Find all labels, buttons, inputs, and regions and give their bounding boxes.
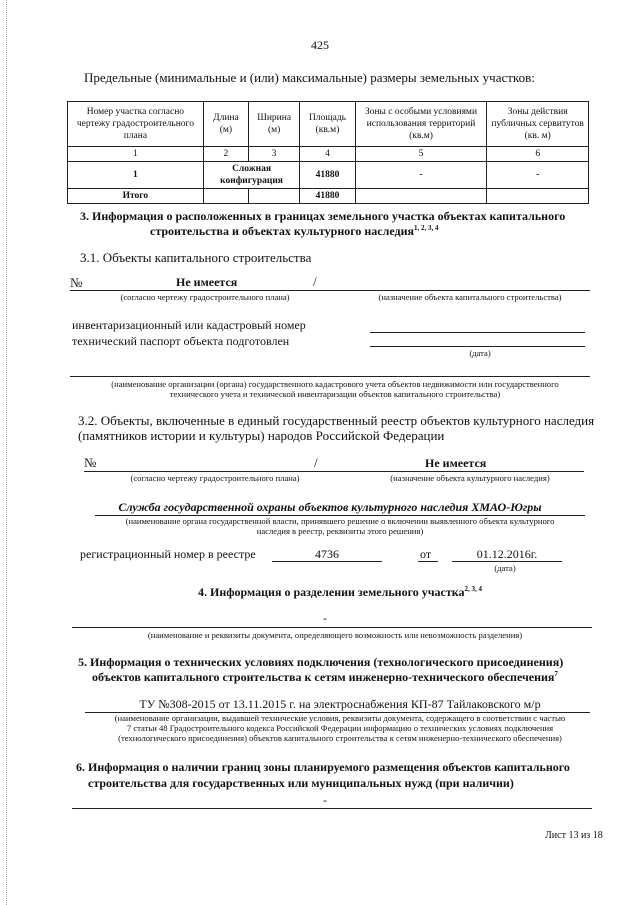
total-area: 41880 [300, 189, 355, 204]
lot-area: 41880 [300, 162, 355, 189]
section5-footnote-ref: 7 [554, 670, 558, 678]
scan-edge [6, 0, 7, 905]
section31-title: 3.1. Объекты капитального строительства [80, 250, 312, 265]
lot-number: 1 [68, 162, 204, 189]
underline [70, 290, 590, 291]
section3-footnote-ref: 1, 2, 3, 4 [414, 224, 439, 232]
header-cell: Длина (м) [203, 102, 248, 147]
section6-value: - [323, 793, 327, 807]
table-row [68, 147, 589, 162]
section31-inventory-label: инвентаризационный или кадастровый номер [72, 318, 306, 332]
column-number: 4 [300, 147, 355, 162]
total-label: Итого [68, 189, 204, 204]
underline [70, 376, 590, 377]
column-number: 2 [203, 147, 248, 162]
column-number: 6 [487, 147, 589, 162]
section31-no-label: № [70, 275, 83, 290]
lot-zones: - [355, 162, 487, 189]
section5-title-line2 [92, 670, 612, 685]
empty-cell [487, 189, 589, 204]
section32-reg-number: 4736 [315, 547, 339, 561]
underline [418, 561, 438, 562]
section31-caption-left: (согласно чертежу градостроительного плана) [120, 292, 290, 302]
section31-passport-label: технический паспорт объекта подготовлен [72, 334, 290, 348]
section3-title-line1: 3. Информация о расположенных в границах земельного участка объектах капитального [80, 209, 566, 223]
section32-no-value: Не имеется [425, 456, 487, 470]
underline [272, 561, 382, 562]
lot-configuration: Сложная конфигурация [203, 162, 300, 189]
section32-reg-label: регистрационный номер в реестре [80, 547, 256, 561]
header-cell: Номер участка согласно чертежу градостроительного плана [68, 102, 204, 147]
section5-caption-line3: (технологического присоединения) объектов капитального строительства к сетям инженерно-технического обеспечения) [118, 733, 562, 743]
section4-title [198, 585, 528, 600]
lot-servitudes: - [487, 162, 589, 189]
section3-title-line2 [150, 224, 550, 239]
section4-footnote-ref: 2, 3, 4 [464, 585, 482, 593]
header-cell: Ширина (м) [249, 102, 300, 147]
section32-authority-caption-line2: наследия в реестр, реквизиты этого решения) [256, 526, 424, 536]
section6-title-line1: 6. Информация о наличии границ зоны планируемого размещения объектов капитального [76, 760, 570, 774]
section32-from-label: от [420, 547, 432, 561]
section32-authority-caption-line1: (наименование органа государственной власти, принявшего решение о включении выявленного объекта культурного [125, 516, 555, 526]
underline [72, 627, 592, 628]
header-cell: Зоны с особыми условиями использования территорий (кв.м) [355, 102, 487, 147]
section3-title-text: строительства и объектах культурного наследия [150, 224, 415, 238]
section31-no-value: Не имеется [176, 275, 238, 289]
section32-authority: Служба государственной охраны объектов культурного наследия ХМАО-Югры [118, 500, 542, 514]
section5-title-text: объектов капитального строительства к сетям инженерно-технического обеспечения [92, 670, 555, 684]
intro-heading: Предельные (минимальные и (или) максимальные) размеры земельных участков: [84, 70, 535, 85]
table-total-row [68, 189, 589, 204]
empty-cell [203, 189, 248, 204]
section32-caption-right: (назначение объекта культурного наследия) [390, 473, 550, 483]
section32-title-line1: 3.2. Объекты, включенные в единый государственный реестр объектов культурного наследия [78, 413, 595, 428]
section32-title-line2: (памятников истории и культуры) народов Российской Федерации [78, 428, 445, 443]
section31-caption-right: (назначение объекта капитального строительства) [378, 292, 562, 302]
section32-no-label: № [84, 455, 97, 470]
empty-cell [355, 189, 487, 204]
header-cell: Зоны действия публичных сервитутов (кв. м) [487, 102, 589, 147]
underline [72, 808, 592, 809]
section32-reg-date: 01.12.2016г. [476, 547, 538, 561]
section5-title-line1: 5. Информация о технических условиях подключения (технологического присоединения) [78, 655, 564, 669]
underline [370, 332, 585, 333]
sheet-counter: Лист 13 из 18 [545, 830, 603, 841]
section4-value: - [323, 611, 327, 625]
section32-slash: / [314, 455, 318, 470]
section31-org-caption-line1: (наименование организации (органа) государственного кадастрового учета объектов недвижимости или государственного [111, 379, 559, 389]
section32-date-caption: (дата) [494, 563, 516, 573]
table-row [68, 162, 589, 189]
column-number: 5 [355, 147, 487, 162]
section4-title-text: 4. Информация о разделении земельного участка [198, 585, 465, 599]
page-number: 425 [311, 38, 329, 52]
section5-value: ТУ №308-2015 от 13.11.2015 г. на электроснабжения КП-87 Тайлаковского м/р [139, 697, 541, 711]
empty-cell [249, 189, 300, 204]
underline [84, 471, 584, 472]
header-cell: Площадь (кв.м) [300, 102, 355, 147]
section5-caption-line2: 7 статьи 48 Градостроительного кодекса Российской Федерации информацию о технических условиях подключения [126, 723, 554, 733]
lots-table [67, 101, 589, 204]
section31-slash: / [313, 274, 317, 289]
section31-date-caption: (дата) [469, 348, 491, 358]
table-header-row [68, 102, 589, 147]
section5-caption-line1: (наименование организации, выдавшей технические условия, реквизиты документа, содержащего в соответствии с частью [114, 713, 566, 723]
underline [452, 561, 562, 562]
section6-title-line2: строительства для государственных или муниципальных нужд (при наличии) [88, 776, 514, 790]
section31-org-caption-line2: технического учета и технической инвентаризации объектов капитального строительства) [169, 389, 501, 399]
section32-caption-left: (согласно чертежу градостроительного плана) [130, 473, 300, 483]
underline [370, 346, 585, 347]
section4-caption: (наименование и реквизиты документа, определяющего возможность или невозможность разделения) [147, 630, 523, 640]
column-number: 3 [249, 147, 300, 162]
column-number: 1 [68, 147, 204, 162]
